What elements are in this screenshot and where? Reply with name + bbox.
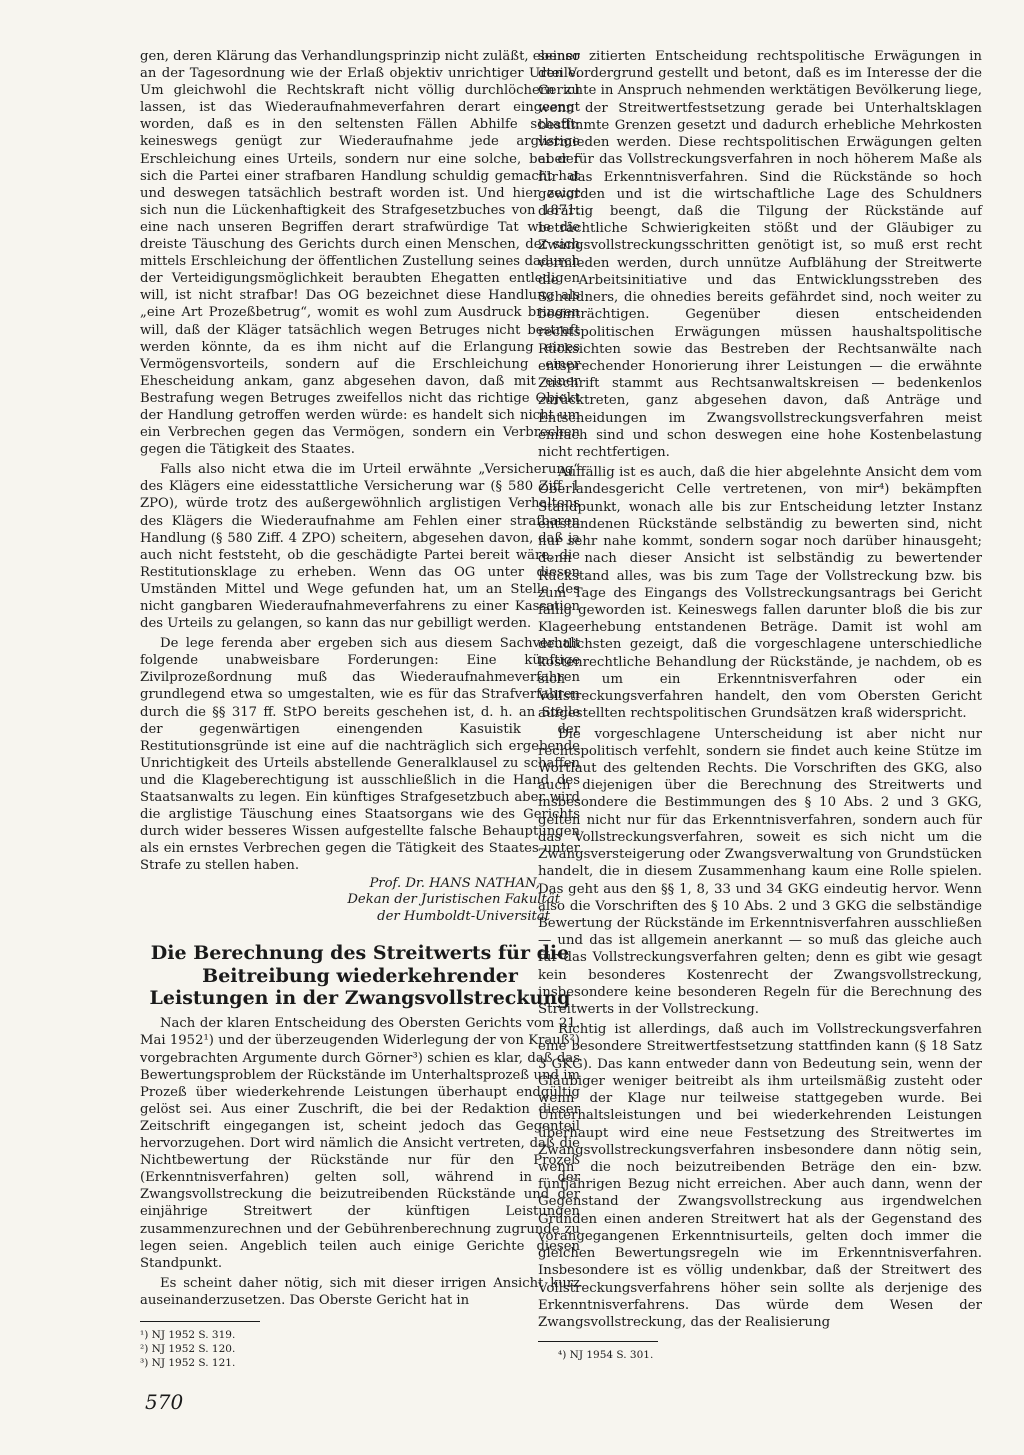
author-affiliation: der Humboldt-Universität [377, 909, 550, 925]
author-title: Dekan der Juristischen Fakultät [347, 892, 560, 908]
body-paragraph: Falls also nicht etwa die im Urteil erwähnte „Versicherung“ des Klägers eine eidesstattliche Versicherung war (§ 580 Ziff. 1 ZPO), würde trotz des außergewöhnlich arglistigen Verhaltens des Klägers die Wiederaufnahme am Fehlen einer strafbaren Handlung (§ 580 Ziff. 4 ZPO) scheitern, abgesehen davon, daß ja auch nicht feststeht, ob die geschädigte Partei bereit wäre, die Restitutionsklage zu erheben. Wenn das OG unter diesen Umständen Mittel und Wege gefunden hat, um an Stelle des nicht gangbaren Wiederaufnahmeverfahrens zu einer Kassation des Urteils zu gelangen, so kann das nur gebilligt werden. [140, 462, 580, 632]
page-number: 570 [145, 1390, 184, 1414]
author-name: Prof. Dr. HANS NATHAN, [369, 875, 540, 891]
body-paragraph: gen, deren Klärung das Verhandlungsprinzip nicht zuläßt, ebenso an der Tagesordnung wie der Erlaß objektiv unrichtiger Urteile. Um gleichwohl die Rechtskraft nicht völlig durchlöchern zu lassen, ist das Wiederaufnahmeverfahren derart eingeengt worden, daß es in den seltensten Fällen Abhilfe schafft: keineswegs genügt zur Wiederaufnahme jede arglistige Erschleichung eines Urteils, sondern nur eine solche, bei der sich die Partei einer strafbaren Handlung schuldig gemacht hat und deswegen tatsächlich bestraft worden ist. Und hier zeigt sich nun die Lückenhaftigkeit des Strafgesetzbuches von 1871: eine nach unseren Begriffen derart strafwürdige Tat wie die dreiste Täuschung des Gerichts durch einen Menschen, der sich mittels Erschleichung der öffentlichen Zustellung seines dadurch der Verteidigungsmöglichkeit beraubten Ehegatten entledigen will, ist nicht strafbar! Das OG bezeichnet diese Handlung als „eine Art Prozeßbetrug“, womit es wohl zum Ausdruck bringen will, daß der Kläger tatsächlich wegen Betruges nicht bestraft werden könnte, da es ihm nicht auf die Erlangung eines Vermögensvorteils, sondern auf die Erschleichung einer Ehescheidung ankam, ganz abgesehen davon, daß mit einer Bestrafung wegen Betruges zweifellos nicht das richtige Objekt der Handlung getroffen werden würde: es handelt sich nicht um ein Verbrechen gegen das Vermögen, sondern ein Verbrechen gegen die Tätigkeit des Staates. [140, 49, 581, 458]
footnotes [140, 1321, 260, 1371]
left-column [140, 48, 580, 1371]
body-paragraph: Auffällig ist es auch, daß die hier abgelehnte Ansicht dem vom Oberlandesgericht Celle vertretenen, von mir⁴) bekämpften Standpunkt, wonach alle bis zur Entscheidung letzter Instanz entstandenen Rückstände selbständig zu bewerten sind, nicht nur sehr nahe kommt, sondern sogar noch darüber hinausgeht; denn nach dieser Ansicht ist selbständig zu bewertender Rückstand alles, was bis zum Tage der Vollstreckung bzw. bis zum Tage des Eingangs des Vollstreckungsantrags bei Gericht fällig geworden ist. Keineswegs fallen darunter bloß die bis zur Klageerhebung entstandenen Beträge. Damit ist wohl am deutlichsten gezeigt, daß die vorgeschlagene unterschiedliche kostenrechtliche Behandlung der Rückstände, je nachdem, ob es sich um ein Erkenntnisverfahren oder ein Vollstreckungsverfahren handelt, den vom Obersten Gericht aufgestellten rechtspolitischen Grundsätzen kraß widerspricht. [538, 465, 982, 722]
footnotes [538, 1341, 982, 1362]
body-paragraph: Es scheint daher nötig, sich mit dieser irrigen Ansicht kurz auseinanderzusetzen. Das Oberste Gericht hat in [140, 1275, 580, 1308]
body-paragraph: De lege ferenda aber ergeben sich aus diesem Sachverhalt folgende unabweisbare Forderungen: Eine künftige Zivilprozeßordnung muß das Wiederaufnahmeverfahren grundlegend etwa so umgestalten, wie es für das Strafverfahren durch die §§ 317 ff. StPO bereits geschehen ist, d. h. an Stelle der gegenwärtigen einengenden Kasuistik der Restitutionsgründe ist eine auf die nachträglich sich ergebende Unrichtigkeit des Urteils abstellende Generalklausel zu schaffen und die Klageberechtigung ist ausschließlich in die Hand des Staatsanwalts zu legen. Ein künftiges Strafgesetzbuch aber wird die arglistige Täuschung eines Staatsorgans wie des Gerichts durch wider besseres Wissen aufgestellte falsche Behauptungen als ein ernstes Verbrechen gegen die Tätigkeit des Staates unter Strafe zu stellen haben. [140, 636, 580, 874]
footnote: ²) NJ 1952 S. 120. [140, 1343, 236, 1356]
body-paragraph: Nach der klaren Entscheidung des Obersten Gerichts vom 21. Mai 1952¹) und der überzeugenden Widerlegung der von Krauß²) vorgebrachten Argumente durch Görner³) schien es klar, daß das Bewertungsproblem der Rückstände im Unterhaltsprozeß und im Prozeß über wiederkehrende Leistungen überhaupt endgültig gelöst sei. Aus einer Zuschrift, die bei der Redaktion dieser Zeitschrift eingegangen ist, scheint jedoch das Gegenteil hervorzugehen. Dort wird nämlich die Ansicht vertreten, daß die Nichtbewertung der Rückstände nur für den Prozeß (Erkenntnisverfahren) gelten soll, während in der Zwangsvollstreckung die beizutreibenden Rückstände und der einjährige Streitwert der künftigen Leistungen zusammenzurechnen und der Gebührenberechnung zugrunde zu legen seien. Angeblich teilen auch einige Gerichte diesen Standpunkt. [140, 1016, 580, 1271]
body-paragraph: seiner zitierten Entscheidung rechtspolitische Erwägungen in den Vordergrund gestellt und betont, daß es im Interesse der die Gerichte in Anspruch nehmenden werktätigen Bevölkerung liege, wenn der Streitwertfestsetzung gerade bei Unterhaltsklagen bestimmte Grenzen gesetzt und dadurch erhebliche Mehrkosten vermieden werden. Diese rechtspolitischen Erwägungen gelten aber für das Vollstreckungsverfahren in noch höherem Maße als für das Erkenntnisverfahren. Sind die Rückstände so hoch geworden und ist die wirtschaftliche Lage des Schuldners derartig beengt, daß die Tilgung der Rückstände auf beträchtliche Schwierigkeiten stößt und der Gläubiger zu Zwangsvollstreckungsschritten genötigt ist, so muß erst recht vermieden werden, durch unnütze Aufblähung der Streitwerte die Arbeitsinitiative und das Entwicklungsstreben des Schuldners, die ohnedies bereits gefährdet sind, noch weiter zu beeinträchtigen. Gegenüber diesen entscheidenden rechtspolitischen Erwägungen müssen haushaltspolitische Rücksichten sowie das Bestreben der Rechtsanwälte nach entsprechender Honorierung ihrer Leistungen — die erwähnte Zuschrift stammt aus Rechtsanwaltskreisen — bedenkenlos zurücktreten, ganz abgesehen davon, daß Anträge und Entscheidungen im Zwangsvollstreckungsverfahren meist einfach sind und schon deswegen eine hohe Kostenbelastung nicht rechtfertigen. [538, 49, 982, 461]
footnote: ⁴) NJ 1954 S. 301. [558, 1349, 654, 1362]
footnote: ³) NJ 1952 S. 121. [140, 1357, 236, 1370]
footnote-rule [538, 1341, 658, 1342]
author-signature [140, 876, 580, 927]
footnote: ¹) NJ 1952 S. 319. [140, 1328, 236, 1341]
article-title: Die Berechnung des Streitwerts für die Beitreibung wiederkehrender Leistungen in der Zwangsvollstreckung [149, 942, 571, 1009]
body-paragraph: Richtig ist allerdings, daß auch im Vollstreckungsverfahren eine besondere Streitwertfestsetzung stattfinden kann (§ 18 Satz 3 GKG). Das kann entweder dann von Bedeutung sein, wenn der Gläubiger weniger beitreibt als ihm urteilsmäßig zusteht oder wenn der Klage nur teilweise stattgegeben wurde. Bei Unterhaltsleistungen und bei wiederkehrenden Leistungen überhaupt wird eine neue Festsetzung des Streitwertes im Zwangsvollstreckungsverfahren insbesondere dann nötig sein, wenn die noch beizutreibenden Beträge den ein- bzw. fünfjährigen Bezug nicht erreichen. Aber auch dann, wenn der Gegenstand der Zwangsvollstreckung aus irgendwelchen Gründen einen anderen Streitwert hat als der Gegenstand des vorangegangenen Erkenntnisurteils, gelten doch immer die gleichen Bewertungsregeln wie im Erkenntnisverfahren. Insbesondere ist es völlig undenkbar, daß der Streitwert des Vollstreckungsverfahrens höher sein sollte als derjenige des Erkenntnisverfahrens. Das würde dem Wesen der Zwangsvollstreckung, das der Realisierung [538, 1022, 982, 1330]
right-column [538, 48, 982, 1362]
body-paragraph: Die vorgeschlagene Unterscheidung ist aber nicht nur rechtspolitisch verfehlt, sondern sie findet auch keine Stütze im Wortlaut des geltenden Rechts. Die Vorschriften des GKG, also auch diejenigen über die Berechnung des Streitwerts und insbesondere die Bestimmungen des § 10 Abs. 2 und 3 GKG, gelten nicht nur für das Erkenntnisverfahren, sondern auch für das Vollstreckungsverfahren, soweit es sich nicht um die Zwangsversteigerung oder Zwangsverwaltung von Grundstücken handelt, die in diesem Zusammenhang kaum eine Rolle spielen. Das geht aus den §§ 1, 8, 33 und 34 GKG eindeutig hervor. Wenn also die Vorschriften des § 10 Abs. 2 und 3 GKG die selbständige Bewertung der Rückstände im Erkenntnisverfahren ausschließen — und das ist allgemein anerkannt — so muß das gleiche auch für das Vollstreckungsverfahren gelten; denn es gibt wie gesagt kein besonderes Kostenrecht der Zwangsvollstreckung, insbesondere keine besonderen Regeln für die Berechnung des Streitwerts in der Vollstreckung. [538, 726, 982, 1018]
